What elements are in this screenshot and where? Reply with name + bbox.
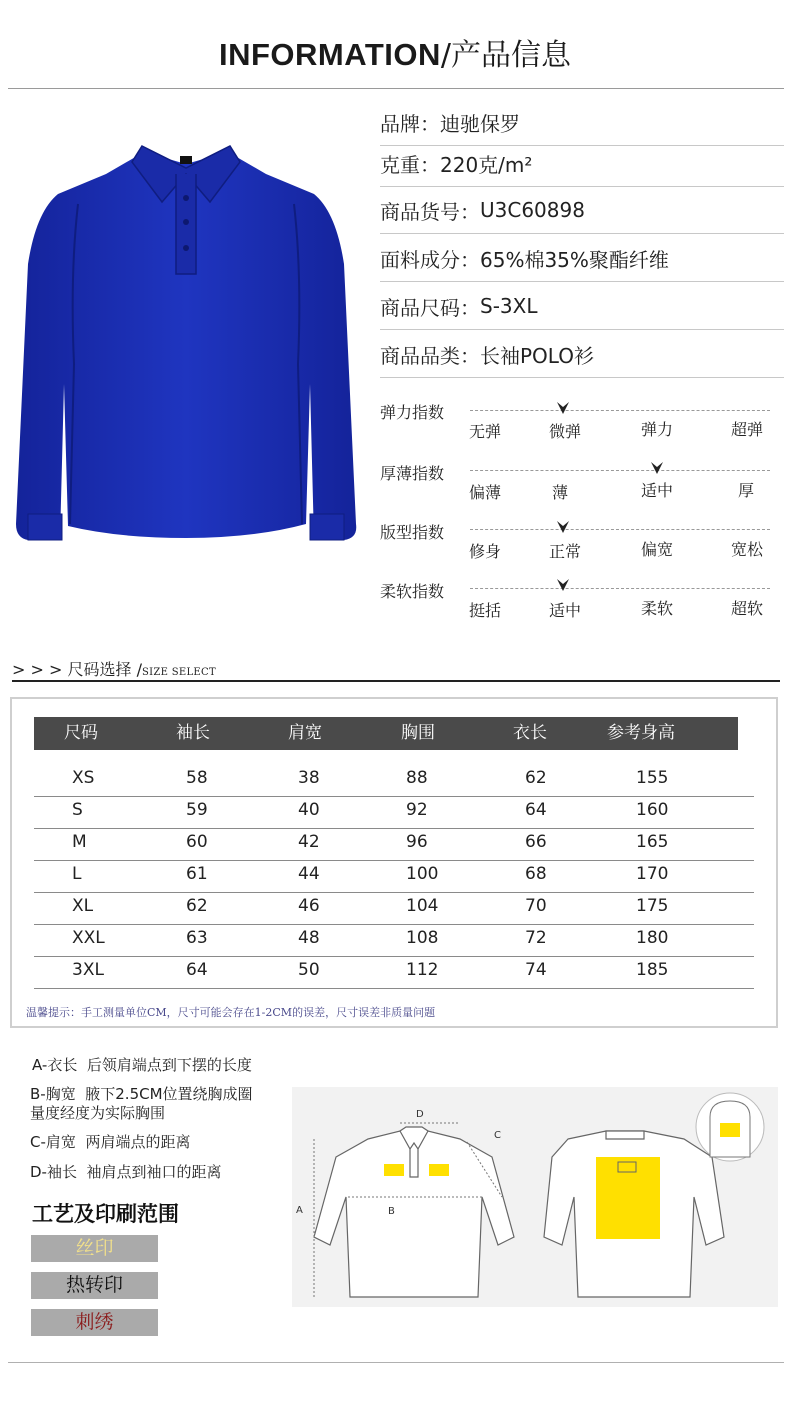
info-label: 克重： xyxy=(380,152,440,177)
diagram-label-b: B xyxy=(388,1206,395,1217)
scale-option: 宽松 xyxy=(730,540,763,559)
info-row-category xyxy=(380,331,784,378)
table-note: 温馨提示：手工测量单位CM，尺寸可能会存在1-2CM的误差，尺寸误差非质量问题 xyxy=(26,1006,436,1019)
scale-title-fit: 版型指数 xyxy=(380,523,445,542)
measure-text: 袖肩点到袖口的距离 xyxy=(86,1163,222,1181)
print-area-right-chest xyxy=(429,1164,449,1176)
diagram-label-d: D xyxy=(416,1109,424,1120)
scale-option: 厚 xyxy=(737,481,754,500)
diagram-label-c: C xyxy=(494,1130,501,1141)
table-cell: 50 xyxy=(298,960,320,980)
info-value: 长袖POLO衫 xyxy=(480,343,594,368)
table-row xyxy=(34,830,754,861)
divider xyxy=(8,1362,784,1363)
column-header: 尺码 xyxy=(64,723,98,743)
table-cell: 62 xyxy=(186,896,208,916)
info-row-fabric xyxy=(380,235,784,282)
table-cell: 185 xyxy=(636,960,669,980)
table-cell: 44 xyxy=(298,864,320,884)
scale-option: 柔软 xyxy=(640,599,673,618)
page-title xyxy=(0,30,790,74)
table-cell: 64 xyxy=(525,800,547,820)
table-row xyxy=(34,894,754,925)
measure-key: C-肩宽 xyxy=(30,1133,76,1151)
table-cell: 64 xyxy=(186,960,208,980)
table-cell: XL xyxy=(72,896,94,916)
scale-option: 挺括 xyxy=(468,601,501,620)
column-header: 衣长 xyxy=(513,723,547,743)
column-header: 袖长 xyxy=(176,723,210,743)
table-cell: 96 xyxy=(406,832,428,852)
scale-option: 适中 xyxy=(548,601,581,620)
collar-label xyxy=(180,156,192,164)
craft-tag-silkscreen: 丝印 xyxy=(31,1235,158,1262)
scale-option: 偏薄 xyxy=(468,483,501,502)
table-row xyxy=(34,926,754,957)
measure-text: 腋下2.5CM位置绕胸成圈 xyxy=(85,1085,253,1103)
info-row-size xyxy=(380,283,784,330)
info-label: 商品尺码： xyxy=(380,295,480,320)
measure-key: A-衣长 xyxy=(32,1056,78,1074)
table-cell: M xyxy=(72,832,87,852)
table-cell: 40 xyxy=(298,800,320,820)
table-cell: 46 xyxy=(298,896,320,916)
info-value: 220克/m² xyxy=(440,152,533,177)
table-cell: 61 xyxy=(186,864,208,884)
scale-line xyxy=(470,588,770,589)
table-row xyxy=(34,862,754,893)
scale-marker-icon xyxy=(556,578,570,592)
polo-shirt-image xyxy=(14,134,358,544)
print-area-neck-label xyxy=(720,1123,740,1137)
table-cell: 175 xyxy=(636,896,669,916)
page-title-en: INFORMATION xyxy=(218,37,441,72)
measure-def-b xyxy=(30,1083,253,1104)
table-cell: L xyxy=(72,864,82,884)
diagram-label-a: A xyxy=(296,1205,303,1216)
table-cell: 92 xyxy=(406,800,428,820)
scale-marker-icon xyxy=(556,401,570,415)
table-cell: 88 xyxy=(406,768,428,788)
table-cell: 170 xyxy=(636,864,669,884)
scale-option: 超弹 xyxy=(730,420,763,439)
info-label: 商品品类： xyxy=(380,343,480,368)
table-cell: 42 xyxy=(298,832,320,852)
table-cell: 48 xyxy=(298,928,320,948)
info-label: 面料成分： xyxy=(380,247,480,272)
table-cell: 60 xyxy=(186,832,208,852)
scale-title-softness: 柔软指数 xyxy=(380,582,445,601)
table-cell: 165 xyxy=(636,832,669,852)
table-cell: 70 xyxy=(525,896,547,916)
table-cell: 38 xyxy=(298,768,320,788)
scale-line xyxy=(470,470,770,471)
table-row xyxy=(34,766,754,797)
page-title-zh: /产品信息 xyxy=(440,38,571,73)
scale-marker-icon xyxy=(650,461,664,475)
scale-option: 修身 xyxy=(468,542,501,561)
craft-tag-heat-transfer: 热转印 xyxy=(31,1272,158,1299)
print-area-left-chest xyxy=(384,1164,404,1176)
table-cell: 104 xyxy=(406,896,439,916)
print-area-diagram xyxy=(292,1087,778,1307)
scale-option: 适中 xyxy=(640,481,673,500)
shirt-diagram xyxy=(292,1087,778,1307)
measure-def-c xyxy=(30,1131,190,1152)
column-header: 参考身高 xyxy=(607,723,675,743)
divider xyxy=(12,680,780,682)
scale-marker-icon xyxy=(556,520,570,534)
table-cell: 74 xyxy=(525,960,547,980)
table-cell: 112 xyxy=(406,960,439,980)
table-cell: 160 xyxy=(636,800,669,820)
scale-option: 微弹 xyxy=(548,422,581,441)
scale-option: 薄 xyxy=(551,483,568,502)
info-row-weight xyxy=(380,140,784,187)
slash: / xyxy=(131,660,142,679)
measure-def-d xyxy=(30,1161,222,1182)
table-cell: 68 xyxy=(525,864,547,884)
info-row-brand xyxy=(380,99,784,146)
scale-line xyxy=(470,410,770,411)
measure-key: D-袖长 xyxy=(30,1163,77,1181)
table-cell: 108 xyxy=(406,928,439,948)
measure-key: B-胸宽 xyxy=(30,1085,76,1103)
info-label: 商品货号： xyxy=(380,199,480,224)
measure-def-a xyxy=(32,1054,252,1075)
info-value: U3C60898 xyxy=(480,198,585,222)
craft-tag-embroidery: 刺绣 xyxy=(31,1309,158,1336)
scale-option: 正常 xyxy=(548,542,581,561)
table-header xyxy=(34,717,738,750)
table-cell: 72 xyxy=(525,928,547,948)
table-cell: 3XL xyxy=(72,960,104,980)
table-cell: 155 xyxy=(636,768,669,788)
measure-text: 两肩端点的距离 xyxy=(85,1133,191,1151)
table-cell: S xyxy=(72,800,83,820)
info-value: 迪驰保罗 xyxy=(440,111,520,136)
size-select-en: SIZE SELECT xyxy=(141,667,216,678)
info-label: 品牌： xyxy=(380,111,440,136)
table-cell: 100 xyxy=(406,864,439,884)
table-cell: 66 xyxy=(525,832,547,852)
divider xyxy=(8,88,784,89)
scale-option: 偏宽 xyxy=(640,540,673,559)
table-row xyxy=(34,958,754,989)
scale-title-elasticity: 弹力指数 xyxy=(380,403,445,422)
info-row-sku xyxy=(380,187,784,234)
scale-option: 弹力 xyxy=(640,420,673,439)
table-row xyxy=(34,798,754,829)
arrows: > > > xyxy=(12,660,68,679)
table-cell: XS xyxy=(72,768,95,788)
info-value: 65%棉35%聚酯纤维 xyxy=(480,247,669,272)
table-cell: 62 xyxy=(525,768,547,788)
table-cell: 63 xyxy=(186,928,208,948)
column-header: 肩宽 xyxy=(288,723,322,743)
size-select-title xyxy=(12,657,216,680)
measure-def-b-cont: 量度经度为实际胸围 xyxy=(30,1104,166,1122)
table-cell: XXL xyxy=(72,928,105,948)
scale-option: 超软 xyxy=(730,599,763,618)
scale-option: 无弹 xyxy=(468,422,501,441)
scale-title-thickness: 厚薄指数 xyxy=(380,464,445,483)
info-value: S-3XL xyxy=(480,294,538,318)
craft-title: 工艺及印刷范围 xyxy=(32,1202,179,1226)
print-area-back xyxy=(596,1157,660,1239)
scale-line xyxy=(470,529,770,530)
front-shirt-outline xyxy=(314,1127,514,1297)
table-cell: 58 xyxy=(186,768,208,788)
measure-text: 后领肩端点到下摆的长度 xyxy=(86,1056,252,1074)
table-cell: 59 xyxy=(186,800,208,820)
size-select-zh: 尺码选择 xyxy=(67,660,132,679)
table-cell: 180 xyxy=(636,928,669,948)
column-header: 胸围 xyxy=(401,723,435,743)
